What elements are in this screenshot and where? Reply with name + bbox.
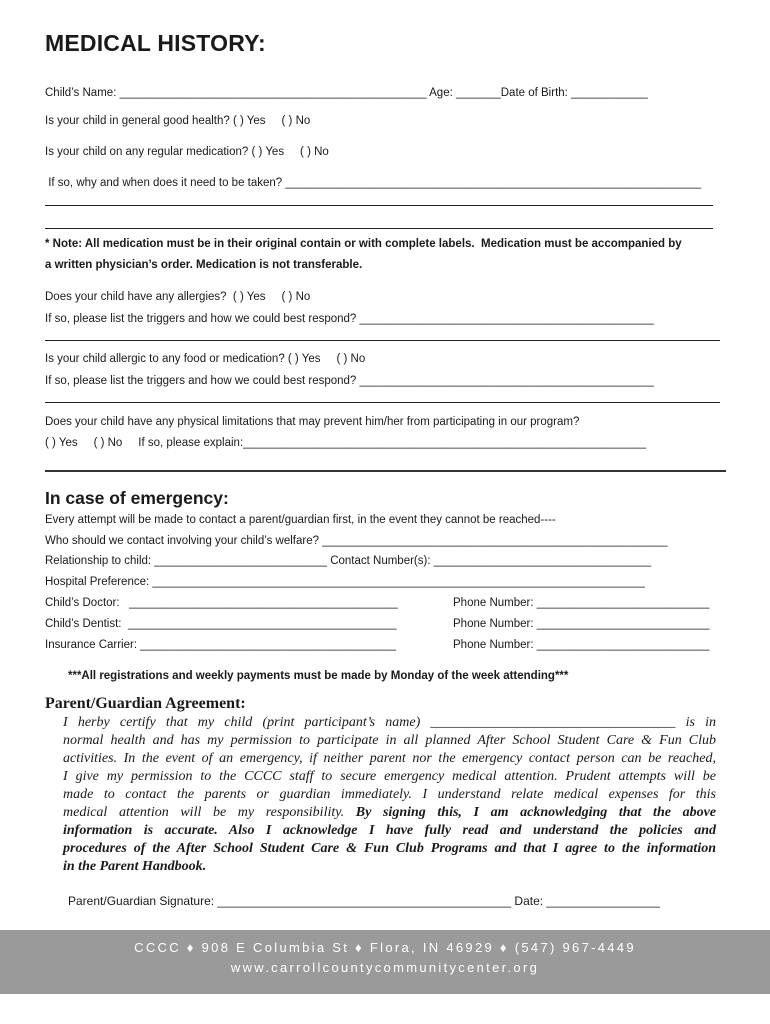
medication-note-line-2: a written physician’s order. Medication is not transferable.: [45, 259, 363, 271]
signature-date-field[interactable]: Parent/Guardian Signature: ____________________________________________ Date: _________________: [68, 894, 660, 908]
insurance-phone-field[interactable]: Phone Number: ___________________________: [453, 639, 710, 651]
physical-limitations-explain-field[interactable]: ( ) Yes ( ) No If so, please explain:_______________________________________________________________: [45, 437, 647, 449]
footer-address: CCCC ♦ 908 E Columbia St ♦ Flora, IN 46929 ♦ (547) 967-4449: [134, 940, 636, 955]
agreement-line-7: [63, 822, 716, 840]
footer-website[interactable]: www.carrollcountycommunitycenter.org: [230, 960, 540, 975]
regular-medication-question[interactable]: Is your child on any regular medication? ( ) Yes ( ) No: [45, 146, 329, 158]
allergies-question[interactable]: Does your child have any allergies? ( ) Yes ( ) No: [45, 291, 311, 303]
child-name-field[interactable]: Child’s Name: ________________________________________________ Age: _______Date of Birth: ____________: [45, 87, 648, 99]
emergency-contact-field[interactable]: Who should we contact involving your child’s welfare? ______________________________________________________: [45, 535, 668, 547]
agreement-line-8: [63, 840, 716, 858]
food-allergy-triggers-field[interactable]: If so, please list the triggers and how we could best respond? ______________________________________________: [45, 375, 654, 387]
footer: [0, 930, 770, 994]
agreement-line-5: made to contact the parents or guardian immediately. I understand relate medical expenses for this: [63, 787, 716, 802]
medication-blank-line-2[interactable]: [45, 228, 713, 229]
agreement-line-1[interactable]: I herby certify that my child (print participant’s name) ___________________________________ is in: [63, 715, 716, 730]
agreement-line-3: activities. In the event of an emergency, if neither parent nor the emergency contact person can be reached,: [63, 751, 716, 766]
agreement-line-9-bold: in the Parent Handbook.: [63, 859, 207, 874]
medication-blank-line-1[interactable]: [45, 205, 713, 206]
agreement-heading: Parent/Guardian Agreement:: [45, 695, 246, 712]
relationship-contact-number-field[interactable]: Relationship to child: ___________________________ Contact Number(s): __________________________________: [45, 555, 652, 567]
medication-note-line-1: * Note: All medication must be in their original contain or with complete labels. Medication must be accompanied by: [45, 238, 682, 250]
agreement-line-9: [63, 858, 716, 876]
agreement-line-8-bold: procedures of the After School Student Care & Fun Club Programs and that I agree to the information: [63, 841, 716, 856]
insurance-carrier-field[interactable]: Insurance Carrier: ________________________________________: [45, 639, 397, 651]
dentist-phone-field[interactable]: Phone Number: ___________________________: [453, 618, 710, 630]
agreement-line-4: I give my permission to the CCCC staff to secure emergency medical attention. Prudent attempts will be: [63, 769, 716, 784]
food-allergy-blank-line[interactable]: [45, 402, 720, 403]
childs-doctor-field[interactable]: Child’s Doctor: __________________________________________: [45, 597, 398, 609]
payment-notice: ***All registrations and weekly payments must be made by Monday of the week attending***: [68, 670, 569, 682]
food-medication-allergy-question[interactable]: Is your child allergic to any food or medication? ( ) Yes ( ) No: [45, 353, 366, 365]
hospital-preference-field[interactable]: Hospital Preference: _____________________________________________________________________________: [45, 576, 645, 588]
physical-limitations-question: Does your child have any physical limitations that may prevent him/her from participating in our program?: [45, 416, 580, 428]
agreement-line-7-bold: information is accurate. Also I acknowledge I have fully read and understand the policies and: [63, 823, 716, 838]
medication-timing-field[interactable]: If so, why and when does it need to be taken? _________________________________________________________________: [45, 177, 702, 189]
page-title: MEDICAL HISTORY:: [45, 30, 266, 56]
doctor-phone-field[interactable]: Phone Number: ___________________________: [453, 597, 710, 609]
allergy-triggers-field[interactable]: If so, please list the triggers and how we could best respond? ______________________________________________: [45, 313, 654, 325]
section-divider: [45, 470, 726, 472]
emergency-heading: In case of emergency:: [45, 488, 229, 508]
agreement-line-6-bold: By signing this, I am acknowledging that the above: [344, 805, 716, 820]
agreement-line-6-regular: medical attention will be my responsibility.: [63, 805, 345, 820]
good-health-question[interactable]: Is your child in general good health? ( ) Yes ( ) No: [45, 115, 311, 127]
emergency-contact-intro: Every attempt will be made to contact a parent/guardian first, in the event they cannot be reached----: [45, 514, 556, 526]
agreement-line-6: [63, 804, 716, 822]
childs-dentist-field[interactable]: Child’s Dentist: __________________________________________: [45, 618, 397, 630]
agreement-line-2: normal health and has my permission to participate in all planned After School Student Care & Fun Club: [63, 733, 716, 748]
allergy-blank-line[interactable]: [45, 340, 720, 341]
